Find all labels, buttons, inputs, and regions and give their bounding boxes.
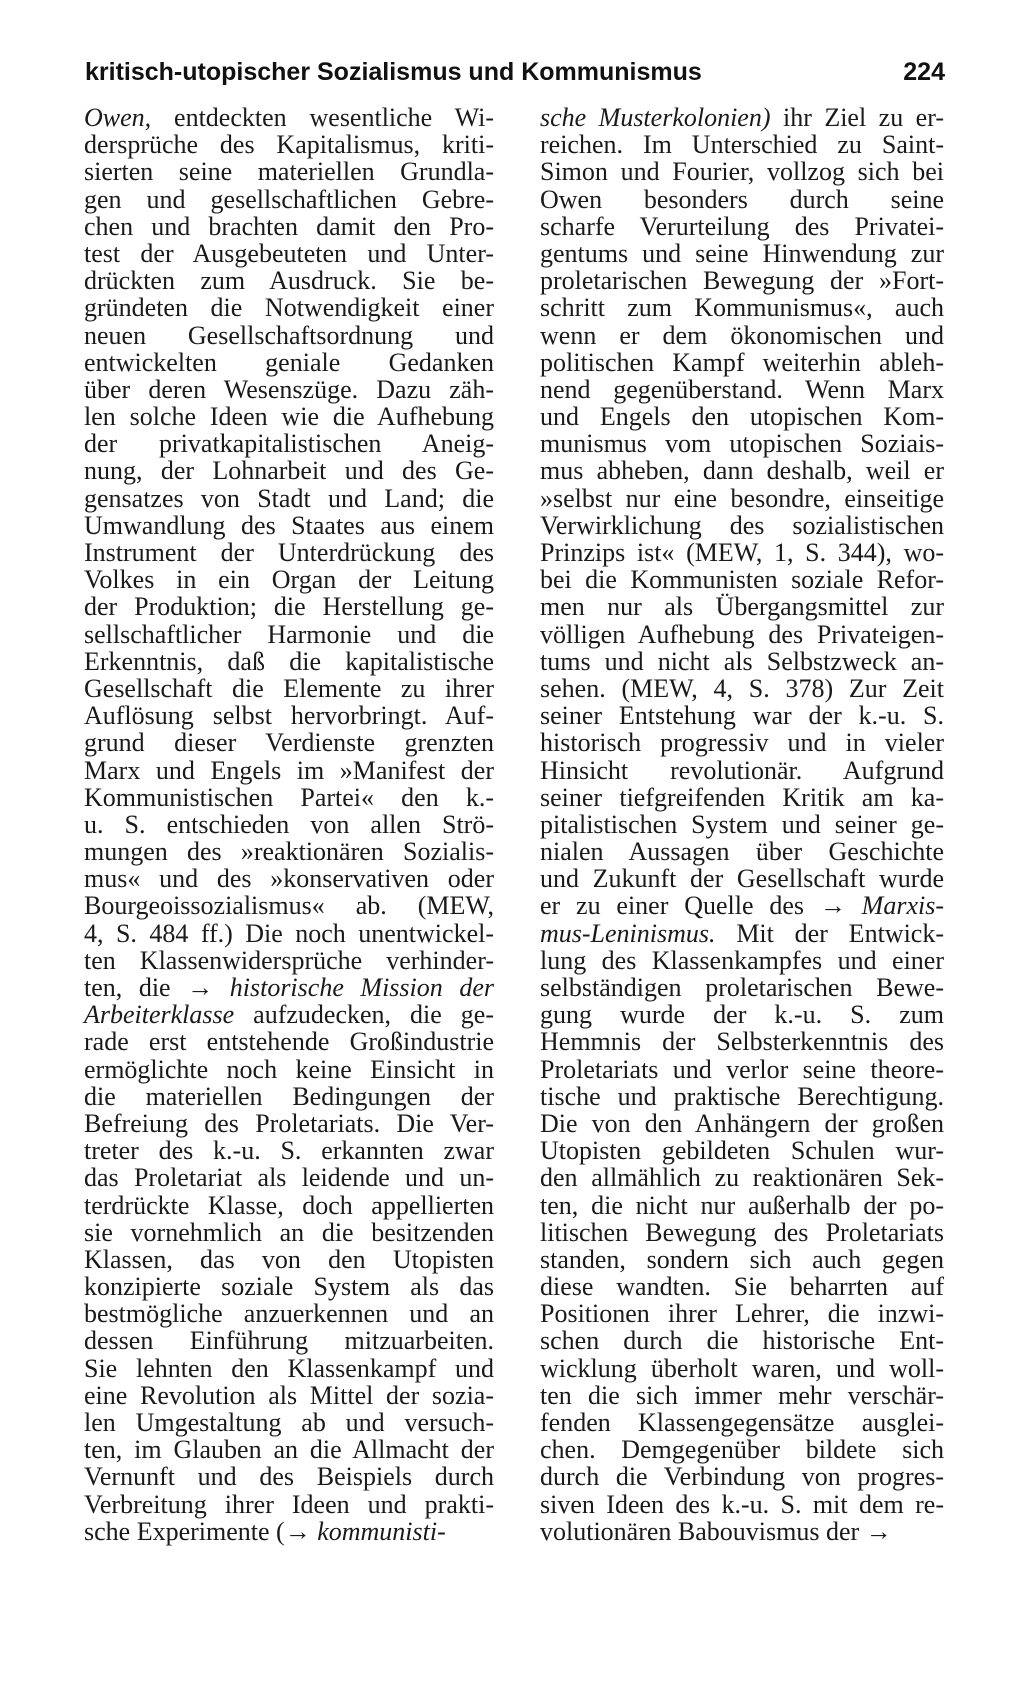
text-line: [540, 1083, 944, 1110]
text-segment: nung, der Lohnarbeit und des Ge-: [84, 456, 494, 486]
text-segment: »selbst nur eine besondre, einseitige: [540, 483, 944, 513]
text-line: [540, 1137, 944, 1164]
text-line: [540, 811, 944, 838]
text-line: [540, 1219, 944, 1246]
text-segment: durch die Verbindung von progres-: [540, 1462, 944, 1492]
text-segment: treter des k.-u. S. erkannten zwar: [84, 1136, 494, 1166]
text-line: [540, 865, 944, 892]
text-line: [84, 1246, 494, 1273]
text-line: [540, 974, 944, 1001]
text-line: [84, 1110, 494, 1137]
text-line: [84, 240, 494, 267]
text-line: [540, 1192, 944, 1219]
text-segment: ten, im Glauben an die Allmacht der: [84, 1435, 494, 1465]
text-segment: ten, die nicht nur außerhalb der po-: [540, 1190, 944, 1220]
text-line: [84, 1300, 494, 1327]
text-line: [540, 1246, 944, 1273]
text-segment: Owen besonders durch seine: [540, 184, 944, 214]
text-column-left: [84, 104, 494, 1545]
text-segment: konzipierte soziale System als das: [84, 1272, 494, 1302]
text-segment: tische und praktische Berechtigung.: [540, 1081, 944, 1111]
text-segment: scharfe Verurteilung des Privatei-: [540, 211, 944, 241]
text-segment: Verwirklichung des sozialistischen: [540, 510, 944, 540]
text-segment: der privatkapitalistischen Aneig-: [84, 429, 494, 459]
text-line: [540, 485, 944, 512]
text-segment: sche Experimente (→: [84, 1516, 318, 1546]
text-segment: Befreiung des Proletariats. Die Ver-: [84, 1108, 494, 1138]
text-segment: drückten zum Ausdruck. Sie be-: [84, 266, 494, 296]
text-line: [540, 131, 944, 158]
text-line: [540, 213, 944, 240]
text-line: [540, 376, 944, 403]
text-line: [84, 566, 494, 593]
text-line: [540, 294, 944, 321]
text-segment: sierten seine materiellen Grundla-: [84, 157, 494, 187]
text-line: [540, 240, 944, 267]
text-segment: ten Klassenwidersprüche verhinder-: [84, 945, 494, 975]
text-segment: ten, die →: [84, 973, 230, 1002]
text-line: [84, 539, 494, 566]
text-segment: entwickelten geniale Gedanken: [84, 347, 494, 377]
text-line: [84, 322, 494, 349]
text-line: [540, 322, 944, 349]
text-segment: tums und nicht als Selbstzweck an-: [540, 646, 944, 676]
text-line: [84, 1491, 494, 1518]
text-segment: Mit der Entwick-: [715, 918, 944, 948]
text-segment: ihr Ziel zu er-: [770, 103, 944, 132]
text-line: [540, 1110, 944, 1137]
text-segment: Marx und Engels im »Manifest der: [84, 755, 494, 785]
italic-cross-reference: sche Musterkolonien): [540, 103, 771, 132]
text-segment: siven Ideen des k.-u. S. mit dem re-: [540, 1489, 944, 1519]
text-segment: Simon und Fourier, vollzog sich bei: [540, 157, 944, 187]
text-line: [84, 294, 494, 321]
text-segment: Vernunft und des Beispiels durch: [84, 1462, 494, 1492]
text-line: [84, 430, 494, 457]
text-segment: bei die Kommunisten soziale Refor-: [540, 565, 944, 595]
text-line: [84, 1355, 494, 1382]
text-line: [84, 1273, 494, 1300]
text-segment: mus abheben, dann deshalb, weil er: [540, 456, 944, 486]
page-number: 224: [903, 58, 945, 86]
text-segment: Erkenntnis, daß die kapitalistische: [84, 646, 494, 676]
text-segment: und Zukunft der Gesellschaft wurde: [540, 864, 944, 894]
italic-cross-reference: kommunisti-: [317, 1516, 446, 1546]
text-line: [84, 485, 494, 512]
text-line: [84, 1436, 494, 1463]
text-segment: wenn er dem ökonomischen und: [540, 320, 944, 350]
text-line: [84, 1083, 494, 1110]
text-line: [84, 1001, 494, 1028]
text-line: [84, 131, 494, 158]
text-segment: Gesellschaft die Elemente zu ihrer: [84, 673, 494, 703]
text-line: [540, 1327, 944, 1354]
text-segment: Hemmnis der Selbsterkenntnis des: [540, 1027, 944, 1057]
text-segment: sie vornehmlich an die besitzenden: [84, 1217, 494, 1247]
text-segment: Bourgeoissozialismus« ab. (MEW,: [84, 891, 494, 921]
text-line: [84, 1518, 494, 1545]
italic-cross-reference: Owen,: [84, 103, 152, 132]
text-segment: eine Revolution als Mittel der sozia-: [84, 1380, 494, 1410]
text-segment: Volkes in ein Organ der Leitung: [84, 565, 494, 595]
text-segment: sehen. (MEW, 4, S. 378) Zur Zeit: [540, 673, 944, 703]
text-segment: volutionären Babouvismus der →: [540, 1516, 892, 1546]
text-segment: ten die sich immer mehr verschär-: [540, 1380, 944, 1410]
text-line: [84, 729, 494, 756]
text-segment: entdeckten wesentliche Wi-: [151, 103, 494, 132]
text-segment: seiner tiefgreifenden Kritik am ka-: [540, 782, 944, 812]
italic-cross-reference: Arbeiterklasse: [84, 1000, 235, 1030]
text-line: [84, 1164, 494, 1191]
text-segment: Prinzips ist« (MEW, 1, S. 344), wo-: [540, 538, 944, 567]
text-line: [540, 430, 944, 457]
text-line: [540, 1409, 944, 1436]
text-line: [84, 1463, 494, 1490]
text-line: [540, 675, 944, 702]
italic-cross-reference: Marxis-: [861, 891, 944, 921]
italic-cross-reference: mus-Leninismus.: [540, 918, 716, 948]
text-segment: terdrückte Klasse, doch appellierten: [84, 1190, 494, 1220]
text-line: [540, 920, 944, 947]
text-line: [540, 838, 944, 865]
text-line: [84, 512, 494, 539]
text-segment: 4, S. 484 ff.) Die noch unentwickel-: [84, 918, 494, 948]
text-line: [540, 621, 944, 648]
text-line: [84, 1028, 494, 1055]
text-segment: die materiellen Bedingungen der: [84, 1081, 494, 1111]
text-segment: litischen Bewegung des Proletariats: [540, 1217, 944, 1247]
text-segment: bestmögliche anzuerkennen und an: [84, 1299, 494, 1329]
text-line: [540, 104, 944, 131]
text-line: [540, 512, 944, 539]
text-line: [540, 702, 944, 729]
text-line: [540, 1164, 944, 1191]
running-head-title: kritisch-utopischer Sozialismus und Kommunismus: [85, 58, 702, 86]
text-line: [84, 947, 494, 974]
text-line: [84, 1219, 494, 1246]
italic-cross-reference: historische Mission der: [229, 973, 494, 1002]
text-line: [84, 1192, 494, 1219]
text-line: [540, 1463, 944, 1490]
text-segment: das Proletariat als leidende und un-: [84, 1163, 494, 1193]
text-line: [540, 267, 944, 294]
text-segment: Auflösung selbst hervorbringt. Auf-: [84, 701, 494, 731]
text-line: [540, 1001, 944, 1028]
text-line: [84, 892, 494, 919]
text-segment: gentums und seine Hinwendung zur: [540, 238, 944, 268]
text-line: [84, 621, 494, 648]
text-segment: schritt zum Kommunismus«, auch: [540, 293, 944, 323]
text-segment: len Umgestaltung ab und versuch-: [84, 1408, 494, 1437]
text-line: [540, 1436, 944, 1463]
text-segment: men nur als Übergangsmittel zur: [540, 592, 944, 622]
text-line: [540, 757, 944, 784]
text-segment: nend gegenüberstand. Wenn Marx: [540, 374, 944, 404]
text-segment: Klassen, das von den Utopisten: [84, 1244, 494, 1274]
text-segment: Umwandlung des Staates aus einem: [84, 510, 494, 540]
text-segment: mus« und des »konservativen oder: [84, 864, 494, 894]
text-line: [540, 403, 944, 430]
text-line: [540, 457, 944, 484]
text-segment: gensatzes von Stadt und Land; die: [84, 483, 494, 513]
text-segment: über deren Wesenszüge. Dazu zäh-: [84, 374, 494, 404]
text-line: [540, 1382, 944, 1409]
text-segment: ermöglichte noch keine Einsicht in: [84, 1054, 494, 1084]
text-segment: er zu einer Quelle des →: [540, 891, 862, 921]
text-segment: diese wandten. Sie beharrten auf: [540, 1272, 944, 1302]
text-segment: nialen Aussagen über Geschichte: [540, 837, 944, 867]
text-line: [540, 729, 944, 756]
text-line: [540, 648, 944, 675]
text-line: [84, 1137, 494, 1164]
text-line: [540, 784, 944, 811]
text-line: [84, 702, 494, 729]
text-segment: gung wurde der k.-u. S. zum: [540, 1000, 944, 1030]
text-line: [540, 1300, 944, 1327]
text-segment: Positionen ihrer Lehrer, die inzwi-: [540, 1299, 944, 1329]
text-line: [540, 1355, 944, 1382]
text-line: [84, 648, 494, 675]
text-segment: schen durch die historische Ent-: [540, 1326, 944, 1356]
text-column-right: [540, 104, 944, 1545]
text-segment: Hinsicht revolutionär. Aufgrund: [540, 755, 944, 785]
text-segment: Kommunistischen Partei« den k.-: [84, 782, 494, 812]
text-line: [84, 213, 494, 240]
text-line: [84, 784, 494, 811]
text-line: [540, 947, 944, 974]
text-segment: gründeten die Notwendigkeit einer: [84, 293, 494, 323]
text-segment: völligen Aufhebung des Privateigen-: [540, 619, 944, 649]
text-segment: neuen Gesellschaftsordnung und: [84, 320, 494, 350]
text-line: [84, 838, 494, 865]
text-segment: der Produktion; die Herstellung ge-: [84, 592, 494, 622]
text-segment: dersprüche des Kapitalismus, kriti-: [84, 130, 494, 160]
text-segment: grund dieser Verdienste grenzten: [84, 728, 494, 758]
text-line: [540, 539, 944, 566]
text-segment: Proletariats und verlor seine theore-: [540, 1054, 944, 1084]
text-segment: u. S. entschieden von allen Strö-: [84, 809, 494, 839]
text-segment: mungen des »reaktionären Sozialis-: [84, 837, 494, 867]
text-line: [84, 675, 494, 702]
text-segment: test der Ausgebeuteten und Unter-: [84, 238, 494, 268]
text-segment: reichen. Im Unterschied zu Saint-: [540, 130, 944, 160]
text-line: [84, 403, 494, 430]
text-line: [540, 1056, 944, 1083]
text-segment: historisch progressiv und in vieler: [540, 728, 944, 758]
text-segment: chen. Demgegenüber bildete sich: [540, 1435, 944, 1465]
text-segment: politischen Kampf weiterhin ableh-: [540, 347, 944, 377]
text-line: [84, 349, 494, 376]
text-line: [540, 593, 944, 620]
text-line: [84, 457, 494, 484]
text-segment: chen und brachten damit den Pro-: [84, 211, 494, 241]
text-segment: gen und gesellschaftlichen Gebre-: [84, 184, 494, 214]
text-segment: seiner Entstehung war der k.-u. S.: [540, 701, 944, 731]
text-line: [84, 1382, 494, 1409]
text-line: [84, 1056, 494, 1083]
text-line: [540, 158, 944, 185]
text-line: [540, 1273, 944, 1300]
text-segment: fenden Klassengegensätze ausglei-: [540, 1408, 944, 1437]
text-line: [84, 1327, 494, 1354]
text-line: [84, 1409, 494, 1436]
text-segment: rade erst entstehende Großindustrie: [84, 1027, 494, 1057]
text-segment: Sie lehnten den Klassenkampf und: [84, 1353, 494, 1383]
page-header: [85, 52, 945, 92]
text-line: [84, 267, 494, 294]
text-segment: Die von den Anhängern der großen: [540, 1108, 944, 1138]
text-line: [84, 186, 494, 213]
text-line: [540, 1028, 944, 1055]
text-segment: selbständigen proletarischen Bewe-: [540, 973, 944, 1002]
text-segment: munismus vom utopischen Soziais-: [540, 429, 944, 459]
text-segment: den allmählich zu reaktionären Sek-: [540, 1163, 944, 1193]
text-line: [84, 865, 494, 892]
text-line: [540, 1518, 944, 1545]
text-segment: len solche Ideen wie die Aufhebung: [84, 402, 494, 432]
text-line: [84, 376, 494, 403]
text-line: [84, 757, 494, 784]
text-segment: pitalistischen System und seiner ge-: [540, 809, 944, 839]
text-line: [84, 920, 494, 947]
text-line: [540, 892, 944, 919]
text-segment: sellschaftlicher Harmonie und die: [84, 619, 494, 649]
text-segment: Verbreitung ihrer Ideen und prakti-: [84, 1489, 494, 1519]
text-segment: proletarischen Bewegung der »Fort-: [540, 266, 944, 296]
text-segment: dessen Einführung mitzuarbeiten.: [84, 1326, 494, 1356]
text-segment: Instrument der Unterdrückung des: [84, 538, 494, 567]
text-segment: Utopisten gebildeten Schulen wur-: [540, 1136, 944, 1166]
text-segment: wicklung überholt waren, und woll-: [540, 1353, 944, 1383]
text-segment: standen, sondern sich auch gegen: [540, 1244, 944, 1274]
text-segment: und Engels den utopischen Kom-: [540, 402, 944, 432]
text-line: [84, 974, 494, 1001]
text-line: [540, 1491, 944, 1518]
text-segment: lung des Klassenkampfes und einer: [540, 945, 944, 975]
text-line: [540, 349, 944, 376]
text-line: [540, 566, 944, 593]
text-line: [84, 158, 494, 185]
text-line: [84, 104, 494, 131]
text-line: [540, 186, 944, 213]
text-segment: aufzudecken, die ge-: [234, 1000, 494, 1030]
text-line: [84, 811, 494, 838]
text-line: [84, 593, 494, 620]
